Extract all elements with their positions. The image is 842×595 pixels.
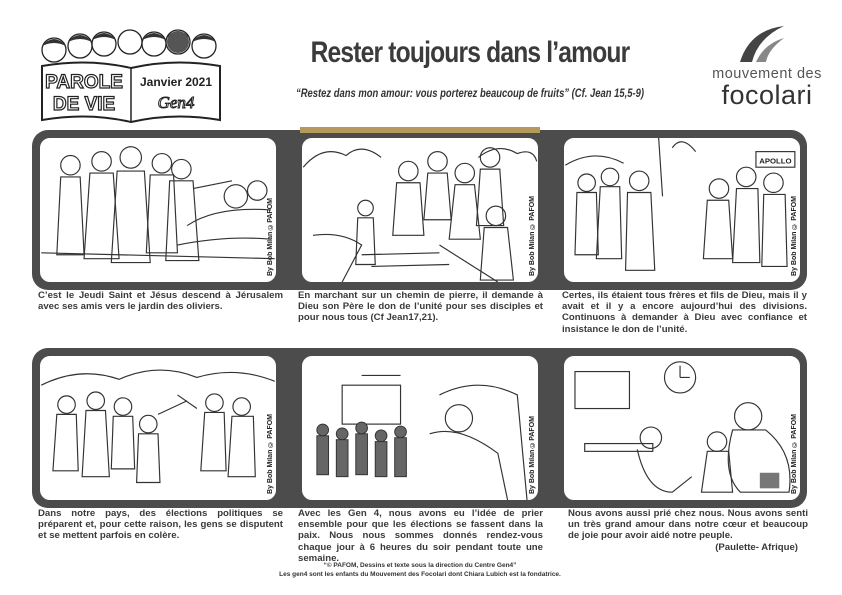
comic-panel-3 [562, 136, 802, 284]
logo-date: Janvier 2021 [139, 75, 213, 89]
panel-5-credit: By Bob Milan ©PAFOM [529, 415, 536, 494]
footer-copyright: “© PAFOM, Dessins et texte sous la direction du Centre Gen4” [323, 562, 517, 569]
panel-2-caption: En marchant sur un chemin de pierre, il demande à Dieu son Père le don de l’unité pour ses disciples et pour nous tous (Cf Jean17,21). [298, 290, 543, 324]
top-band-accent [300, 127, 540, 133]
panel-6-signature: (Paulette- Afrique) [715, 542, 798, 553]
panel-4-drawing [40, 356, 276, 500]
footer-note: Les gen4 sont les enfants du Mouvement des Focolari dont Chiara Lubich est la fondatrice. [279, 571, 561, 578]
panel-1-drawing [40, 138, 276, 282]
panel-4-caption: Dans notre pays, des élections politiques se préparent et, pour cette raison, les gens se disputent et se mettent parfois en colère. [38, 508, 283, 542]
panel-6-caption: Nous avons aussi prié chez nous. Nous avons senti un très grand amour dans notre cœur et beaucoup de joie pour avoir aidé notre peuple. [568, 508, 808, 542]
comic-panel-1 [38, 136, 278, 284]
panel-3-drawing [564, 138, 800, 282]
logo-line1: PAROLE [45, 72, 123, 93]
apollo-sign: APOLLO [759, 156, 792, 166]
comic-panel-4 [38, 354, 278, 502]
panel-2-credit: By Bob Milan © PAFOM [529, 196, 536, 276]
page-title: Rester toujours dans l’amour [310, 36, 630, 69]
comic-panel-2 [300, 136, 540, 284]
focolari-logo [712, 24, 822, 124]
comic-panel-5 [300, 354, 540, 502]
panel-3-credit: By Bob Milan © PAFOM [791, 196, 798, 276]
panel-6-credit: By Bob Milan © PAFOM [791, 414, 798, 494]
panel-6-drawing [564, 356, 800, 500]
page-subtitle: “Restez dans mon amour: vous porterez beaucoup de fruits” (Cf. Jean 15,5-9) [296, 88, 644, 100]
parole-de-vie-logo [38, 12, 224, 124]
logo-line2: DE VIE [52, 94, 116, 115]
panel-1-caption: C’est le Jeudi Saint et Jésus descend à Jérusalem avec ses amis vers le jardin des oliviers. [38, 290, 283, 313]
panel-5-caption: Avec les Gen 4, nous avons eu l’idée de prier ensemble pour que les élections se fassent dans la paix. Nous nous sommes donnés rendez-vous chaque jour à 6 heures du soir pendant toute une semaine. [298, 508, 543, 564]
panel-5-drawing [302, 356, 538, 500]
focolari-emblem-icon [736, 24, 786, 64]
panel-1-credit: By Bob Milan ©PAFOM [267, 197, 274, 276]
comic-panel-6 [562, 354, 802, 502]
focolari-top-text: mouvement des [712, 66, 822, 82]
panel-3-caption: Certes, ils étaient tous frères et fils de Dieu, mais il y avait et il y a encore aujourd’hui des divisions. Continuons à demander à Dieu avec confiance et insistance le don de l’unité. [562, 290, 807, 335]
logo-brand: Gen4 [157, 93, 195, 112]
panel-2-drawing [302, 138, 538, 282]
panel-4-credit: By Bob Milan © PAFOM [267, 414, 274, 494]
focolari-bottom-text: focolari [721, 80, 813, 110]
